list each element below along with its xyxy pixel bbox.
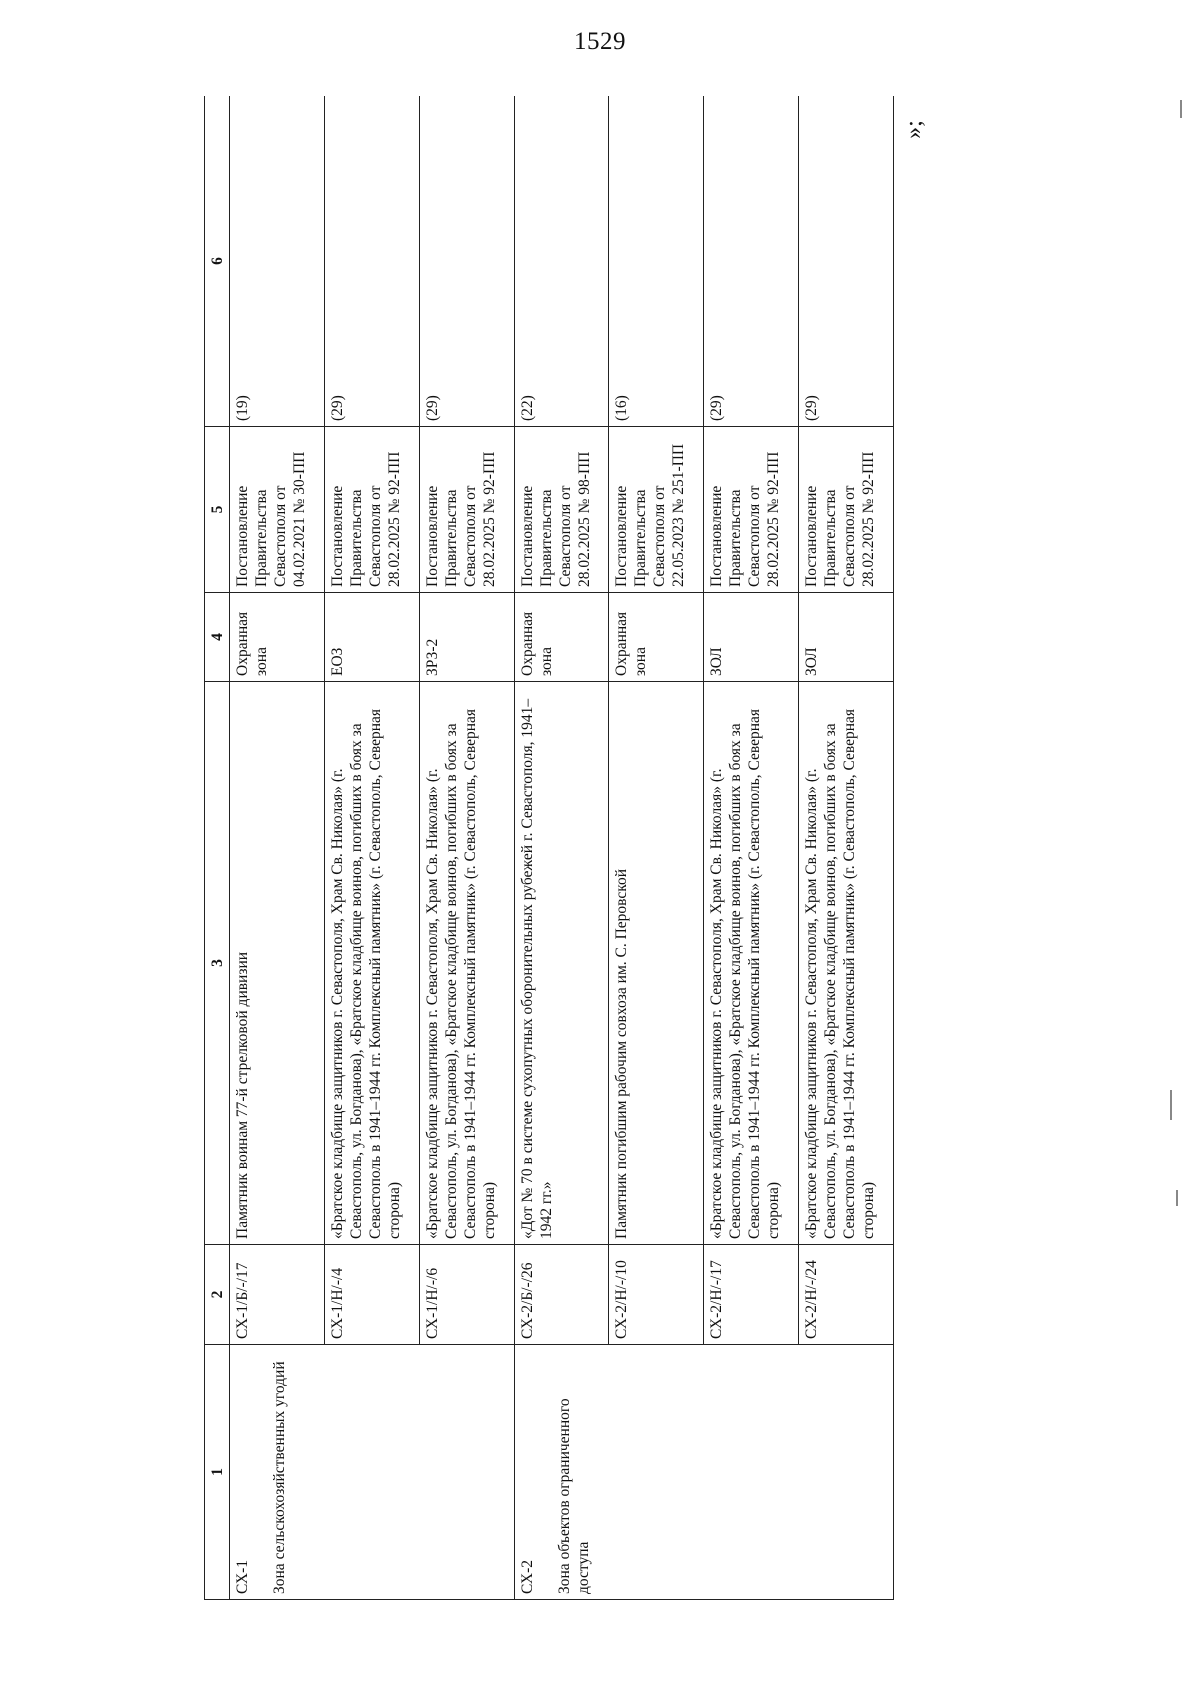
row-zone-type: ЗРЗ-2 (419, 593, 514, 682)
row-zone-type: ЗОЛ (704, 593, 799, 682)
row-id: СХ-1/Б/-/17 (230, 1245, 325, 1345)
row-id: СХ-2/Н/-/24 (799, 1245, 894, 1345)
row-id: СХ-1/Н/-/4 (324, 1245, 419, 1345)
row-object: Памятник погибшим рабочим совхоза им. С. Перовской (609, 682, 704, 1245)
row-object: «Братское кладбище защитников г. Севастополя, Храм Св. Николая» (г. Севастополь, ул. Богданова), «Братское кладбище воинов, погибших в боях за Севастополь в 1941–1944 гг. Комплексный памятник» (г. Севастополь, Северная сторона) (799, 682, 894, 1245)
row-zone-type: Охранная зона (230, 593, 325, 682)
row-reference: (19) (230, 96, 325, 427)
row-id: СХ-2/Б/-/26 (514, 1245, 609, 1345)
row-zone-type: Охранная зона (609, 593, 704, 682)
row-object: «Дот № 70 в системе сухопутных оборонительных рубежей г. Севастополя, 1941–1942 гг.» (514, 682, 609, 1245)
row-document: Постановление Правительства Севастополя от 04.02.2021 № 30-ПП (230, 427, 325, 593)
row-object: Памятник воинам 77-й стрелковой дивизии (230, 682, 325, 1245)
row-id: СХ-2/Н/-/17 (704, 1245, 799, 1345)
row-id: СХ-1/Н/-/6 (419, 1245, 514, 1345)
closing-quote-mark: »; (900, 120, 927, 139)
header-col-6: 6 (205, 96, 230, 427)
row-reference: (29) (324, 96, 419, 427)
row-document: Постановление Правительства Севастополя от 28.02.2025 № 98-ПП (514, 427, 609, 593)
row-reference: (29) (799, 96, 894, 427)
rotated-table-wrapper (204, 96, 894, 1600)
zone-name: Зона объектов ограниченного доступа (555, 1398, 592, 1594)
header-col-4: 4 (205, 593, 230, 682)
table-row (230, 96, 325, 1600)
table-header-row (205, 96, 230, 1600)
row-reference: (22) (514, 96, 609, 427)
zone-name: Зона сельскохозяйственных угодий (271, 1361, 288, 1594)
page-number: 1529 (574, 28, 626, 55)
row-document: Постановление Правительства Севастополя от 22.05.2023 № 251-ПП (609, 427, 704, 593)
row-document: Постановление Правительства Севастополя от 28.02.2025 № 92-ПП (704, 427, 799, 593)
scan-speck (1180, 100, 1182, 118)
header-col-2: 2 (205, 1245, 230, 1345)
scan-speck (1176, 1190, 1178, 1206)
row-zone-type: Охранная зона (514, 593, 609, 682)
row-document: Постановление Правительства Севастополя от 28.02.2025 № 92-ПП (419, 427, 514, 593)
scan-speck (1170, 1090, 1172, 1120)
row-id: СХ-2/Н/-/10 (609, 1245, 704, 1345)
row-reference: (29) (704, 96, 799, 427)
zone-code: СХ-1 (234, 1559, 251, 1594)
header-col-3: 3 (205, 682, 230, 1245)
header-col-5: 5 (205, 427, 230, 593)
zone-code: СХ-2 (518, 1559, 536, 1594)
table-row (514, 96, 609, 1600)
row-zone-type: ЕОЗ (324, 593, 419, 682)
rotated-table-frame (204, 96, 894, 1600)
row-object: «Братское кладбище защитников г. Севастополя, Храм Св. Николая» (г. Севастополь, ул. Богданова), «Братское кладбище воинов, погибших в боях за Севастополь в 1941–1944 гг. Комплексный памятник» (г. Севастополь, Северная сторона) (419, 682, 514, 1245)
zone-group-cell (230, 1345, 515, 1600)
row-object: «Братское кладбище защитников г. Севастополя, Храм Св. Николая» (г. Севастополь, ул. Богданова), «Братское кладбище воинов, погибших в боях за Севастополь в 1941–1944 гг. Комплексный памятник» (г. Севастополь, Северная сторона) (324, 682, 419, 1245)
row-reference: (16) (609, 96, 704, 427)
row-document: Постановление Правительства Севастополя от 28.02.2025 № 92-ПП (324, 427, 419, 593)
row-reference: (29) (419, 96, 514, 427)
row-zone-type: ЗОЛ (799, 593, 894, 682)
header-col-1: 1 (205, 1345, 230, 1600)
protection-zones-table (204, 96, 894, 1600)
zone-group-cell (514, 1345, 893, 1600)
row-document: Постановление Правительства Севастополя от 28.02.2025 № 92-ПП (799, 427, 894, 593)
row-object: «Братское кладбище защитников г. Севастополя, Храм Св. Николая» (г. Севастополь, ул. Богданова), «Братское кладбище воинов, погибших в боях за Севастополь в 1941–1944 гг. Комплексный памятник» (г. Севастополь, Северная сторона) (704, 682, 799, 1245)
